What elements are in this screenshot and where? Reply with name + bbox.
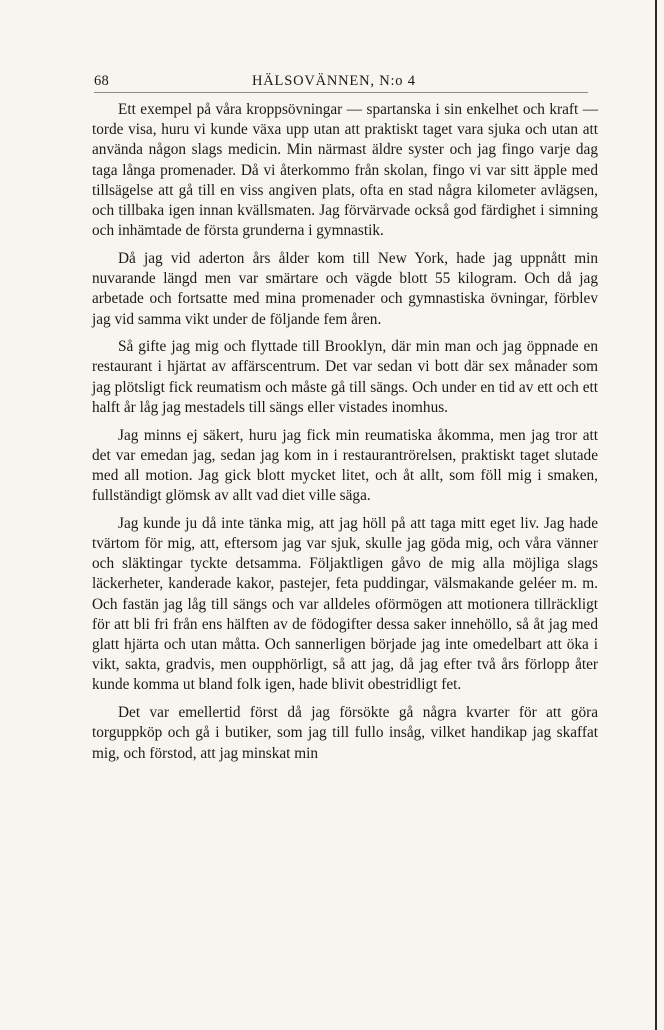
header-rule xyxy=(94,92,588,93)
paragraph: Då jag vid aderton års ålder kom till New York, hade jag uppnått min nuvarande längd men var smärtare och vägde blott 55 kilogram. Och då jag arbetade och fortsatte med mina promenader och gymnastiska övningar, förblev jag vid samma vikt under de följande fem åren. xyxy=(92,249,598,328)
paragraph: Ett exempel på våra kroppsövningar — spartanska i sin enkelhet och kraft — torde visa, huru vi kunde växa upp utan att praktiskt taget vara sjuka och utan att använda någon slags medicin. Min närmast äldre syster och jag fingo varje dag taga långa promenader. Då vi återkommo från skolan, fingo vi var sitt äpple med tillsägelse att gå till en viss angiven plats, ofta en stad några kilometer avlägsen, och tillbaka igen innan kvällsmaten. Jag förvärvade också god färdighet i simning och inhämtade de första grunderna i gymnastik. xyxy=(92,101,598,240)
paragraph: Jag kunde ju då inte tänka mig, att jag höll på att taga mitt eget liv. Jag hade tvärtom för mig, att, eftersom jag var sjuk, skulle jag göda mig, och våra vänner och släktingar tyckte detsamma. Följaktligen gåvo de mig alla möjliga slags läckerheter, kanderade kakor, pastejer, feta puddingar, välsmakande geléer m. m. Och fastän jag låg till sängs och var alldeles oförmögen att motionera tillräckligt för att bli fri från ens hälften av de födogifter dessa saker innehöllo, så åt jag med glatt hjärta och utan måtta. Och sannerligen började jag inte omedelbart att öka i vikt, sakta, gradvis, men oupphörligt, så att jag, då jag efter två års förlopp åter kunde komma ut bland folk igen, hade blivit obestridligt fet. xyxy=(92,514,598,694)
running-title: HÄLSOVÄNNEN, N:o 4 xyxy=(252,73,416,89)
page-header xyxy=(94,73,588,93)
body-text xyxy=(92,100,598,771)
paragraph: Så gifte jag mig och flyttade till Brooklyn, där min man och jag öppnade en restaurant i hjärtat av affärscentrum. Det var sedan vi bott där sex månader som jag plötsligt fick reumatism och måste gå till sängs. Och under en tid av ett och ett halft år låg jag mestadels till sängs eller vistades inomhus. xyxy=(92,338,598,416)
page-edge-line xyxy=(655,0,657,1030)
paragraph: Det var emellertid först då jag försökte gå några kvarter för att göra torguppköp och gå i butiker, som jag till fullo insåg, vilket handikap jag skaffat mig, och förstod, att jag minskat min xyxy=(92,704,598,762)
page-number: 68 xyxy=(94,73,110,89)
paragraph: Jag minns ej säkert, huru jag fick min reumatiska åkomma, men jag tror att det var emedan jag, sedan jag kom in i restaurantrörelsen, praktiskt taget slutade med all motion. Jag gick blott mycket litet, och åt allt, som föll mig i smaken, fullständigt glömsk av allt vad diet ville säga. xyxy=(92,426,598,505)
